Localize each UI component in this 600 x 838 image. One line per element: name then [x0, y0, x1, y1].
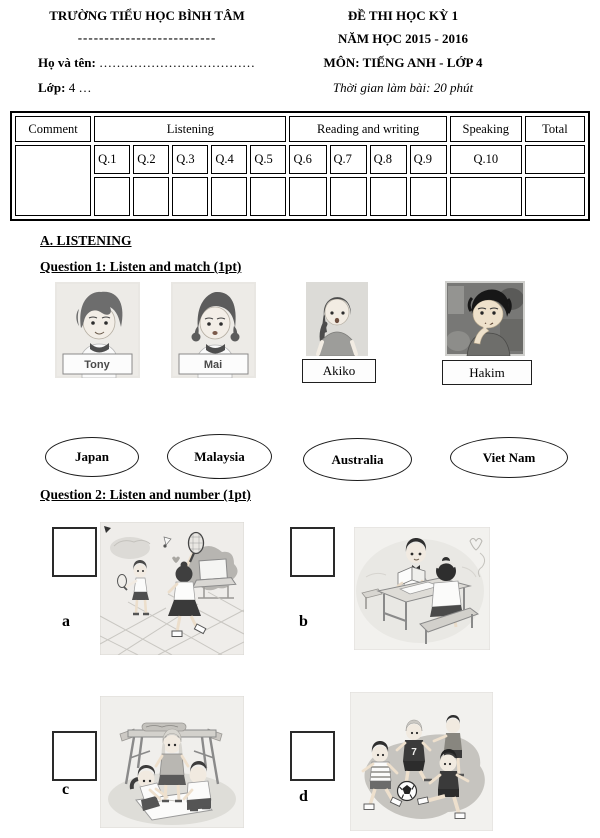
class-label: Lớp:: [38, 80, 66, 95]
name-box-hakim: [442, 360, 532, 385]
score-cell: [250, 177, 286, 216]
country-australia: Australia: [331, 451, 384, 467]
name-plate-tony: Tony: [84, 359, 110, 371]
country-japan: Japan: [75, 449, 109, 464]
col-speaking: Speaking: [450, 116, 522, 142]
cell-q8: Q.8: [370, 145, 407, 174]
score-cell: [289, 177, 326, 216]
comment-cell: [15, 145, 91, 216]
score-cell: [94, 177, 130, 216]
col-comment: Comment: [15, 116, 91, 142]
cell-q3: Q.3: [172, 145, 208, 174]
letter-b: b: [299, 613, 308, 630]
subject: MÔN: TIẾNG ANH - LỚP 4: [323, 55, 483, 70]
oval-australia: [303, 438, 412, 481]
duration: Thời gian làm bài: 20 phút: [332, 80, 474, 95]
answer-box-c: [52, 731, 97, 781]
country-vietnam: Viet Nam: [482, 449, 536, 465]
exam-title: ĐỀ THI HỌC KỲ 1: [347, 8, 459, 23]
cell-q6: Q.6: [289, 145, 326, 174]
score-cell: [525, 177, 585, 216]
country-malaysia: Malaysia: [194, 448, 245, 464]
cell-q2: Q.2: [133, 145, 169, 174]
picture-b-reading: [354, 527, 490, 650]
oval-malaysia: [167, 434, 272, 479]
school-name: TRƯỜNG TIỂU HỌC BÌNH TÂM: [49, 8, 245, 23]
cell-q7: Q.7: [330, 145, 367, 174]
cell-q1: Q.1: [94, 145, 130, 174]
cell-q4: Q.4: [211, 145, 247, 174]
answer-box-a: [52, 527, 97, 577]
picture-a-badminton: [100, 522, 244, 655]
score-table: [10, 111, 590, 221]
col-listening: Listening: [94, 116, 286, 142]
jersey-number: 7: [411, 747, 417, 758]
col-total: Total: [525, 116, 585, 142]
letter-c: c: [62, 781, 70, 798]
section-a-title: A. LISTENING: [40, 233, 132, 248]
letter-a: a: [62, 613, 70, 630]
score-cell: [330, 177, 367, 216]
photo-mai: [171, 282, 256, 378]
letter-d: d: [299, 788, 308, 805]
oval-vietnam: [450, 437, 568, 478]
photo-akiko: [306, 282, 368, 356]
score-cell: [450, 177, 522, 216]
cell-q5: Q.5: [250, 145, 286, 174]
cell-q10: Q.10: [450, 145, 522, 174]
oval-japan: [45, 437, 139, 477]
score-cell: [410, 177, 447, 216]
name-plate-mai: Mai: [203, 359, 223, 371]
question2-title: Question 2: Listen and number (1pt): [40, 487, 251, 502]
name-label: Họ và tên:: [38, 55, 96, 70]
name-dotted-line: ………………………………: [99, 55, 256, 70]
name-label-akiko: Akiko: [322, 363, 356, 378]
photo-tony: [55, 282, 140, 378]
total-score-cell-top: [525, 145, 585, 174]
class-value: 4 …: [68, 80, 92, 95]
name-box-akiko: [302, 359, 376, 383]
cell-q9: Q.9: [410, 145, 447, 174]
answer-box-b: [290, 527, 335, 577]
photo-hakim: [445, 281, 525, 356]
answer-box-d: [290, 731, 335, 781]
class-line: [38, 81, 288, 96]
score-cell: [370, 177, 407, 216]
divider-dashes: --------------------------: [77, 30, 217, 45]
score-cell: [211, 177, 247, 216]
col-reading-writing: Reading and writing: [289, 116, 446, 142]
name-label-hakim: Hakim: [469, 364, 505, 380]
picture-d-football: [350, 692, 493, 831]
picture-c-drawing: [100, 696, 244, 828]
school-year: NĂM HỌC 2015 - 2016: [338, 31, 468, 46]
student-name-line: [38, 56, 288, 71]
score-cell: [133, 177, 169, 216]
score-cell: [172, 177, 208, 216]
question1-title: Question 1: Listen and match (1pt): [40, 259, 242, 274]
